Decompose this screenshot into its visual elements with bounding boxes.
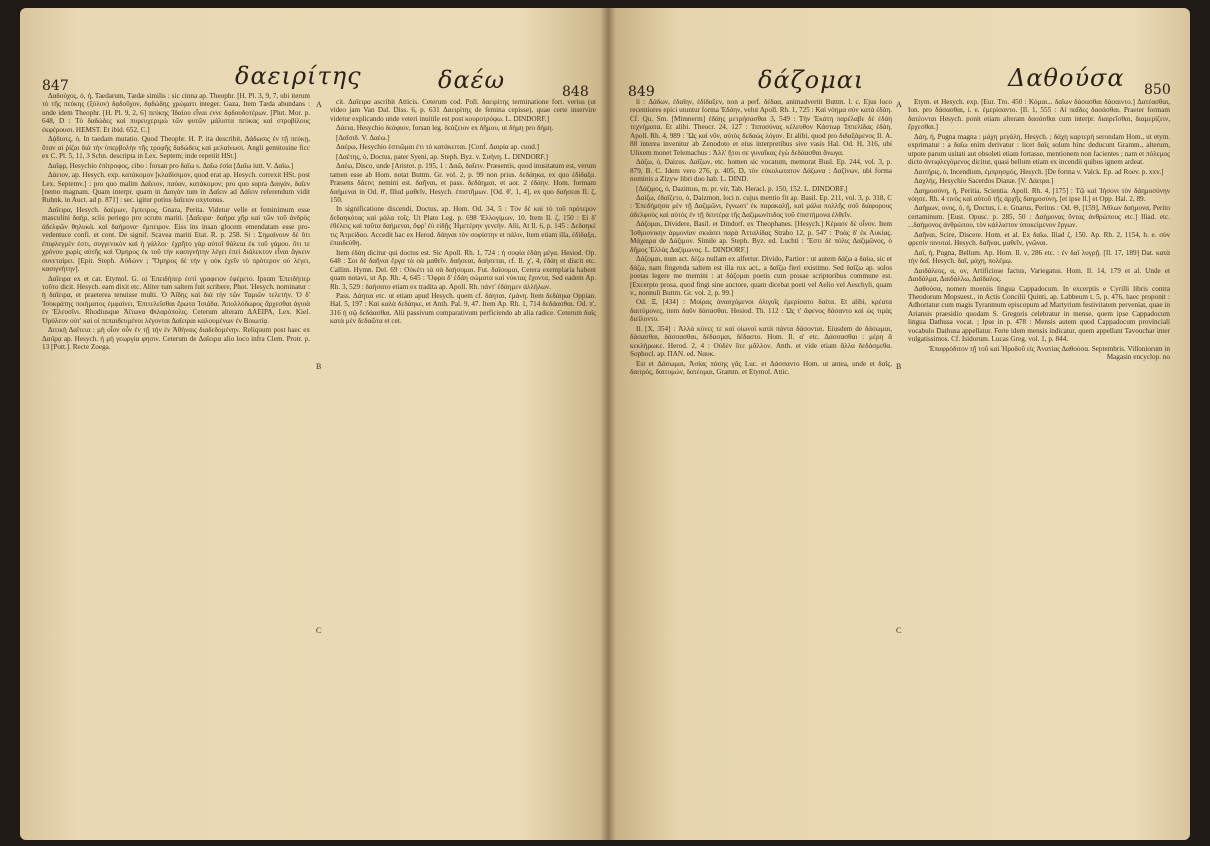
headword-dathousa: Δαθούσα: [1008, 64, 1125, 92]
page-number-850: 850: [1144, 82, 1171, 98]
entry-paragraph: [Δαέτης, ὁ, Doctus, pater Syeni, ap. Steph. Byz. v. Συήνη. L. DINDORF.]: [336, 152, 549, 161]
entry-paragraph: Δαΐειρα ex et cat. Etymol. G. oi Ἐπειδήπερ ἐστὶ γραφειον ἐφέρετο. Ipsum Ἐπειδήπερ τοῦτο dicit. Hesych. eam dixit etc. Aliter tum saltem fuit scribere, Phot. 'Hesych. nominatur : ἡ δαΐειρα, et praeterea tenuisse multi. Ὁ Ἀΐδης καὶ διὰ τὴν τῶν Ταμιῶν τελετήν. Ὁ δ' Ἰσοκράτης ποιήματος ἐμφαίνει, Ἐπιτελεῖσθαι ἔρωτα Ἰσιάδα. Ἀπολλόδωρος ἄρχεσθαι ἀγυιὰ ἐν Ἐλευσῖνι. Rhodiusque Ἀΐτωνα Φιλαρόπολις. Ceterum alteram ΔΑΕΙΡΑ, Lex. Kiel. Ὀρύλεον οὐτ' καὶ οἱ πεπαιδευμένοι λέγονται Δαΐειραι καλουμένων ἐν Βοιωτίᾳ.: [42, 274, 310, 325]
entry-paragraph: Δάειον, ap. Hesych. exp. κατάκομον [κλαδίσιμον, quod erat ap. Hesych. correxit HSt. post Lex. Septemv.] : pro quo malim Δαΐειον, παύαν, κατάκομον; pro quo supra Δαιγάν, δαΐεν [nemo magnam. Quam interpr. quam in Δαιγάν tum in Δαΐειν ad Δάΐειν referendum vidit Ruhnk. in Auct. ad p. 871] : sec. igitur potius δαΐειον oxytonus.: [42, 171, 310, 205]
entry-paragraph: Δαΐ, ἡ, Pugna, Bellum. Ap. Hom. Il. ν, 286 etc. : ἐν δαΐ λυγρῇ. [Il. 17, 189] Dat. κατὰ τὴν δαΐ. Hesych. δαΐ, μάχη, πολέμῳ.: [908, 248, 1170, 266]
entry-paragraph: Δάζω, ὁ, Daizus. Δαΐζων, etc. homen sic vocatum, memorat Busl. Ep. 244, vol. 3, p. 879, B. C. Idem vero 276, p. 405, D, τὸν εὐκολωτατον Δάζωνα : Δαζίνων, ubi forma nominis a Zizyw libri duo hab. L. DIND.: [630, 158, 892, 184]
entry-paragraph: In significatione discendi, Doctus, ap. Hom. Od. 34, 5 : Τὸν δὲ καὶ τὸ τοῦ πρότερον δεδαηκότας καὶ μάλα τοῖς. Ut Plato Leg. p. 698 Ἐλλογίμων, 10. Item Il. ζ, 150 : Εἰ δ' ἐθέλεις καὶ ταῦτα δαήμεναι, ὄφρ' ἐὺ εἰδῇς Ἡμετέρην γενεήν. Alii, At Il. 6, p. 145 : Δεδαηκέ τις Ἀτρείδαο. Accedit hac ex Herod. δάηναι τὸν σοφίστην et πάλιν, Item etiam illa, ἐδίδαξα, ἐπαιδεύθη.: [330, 205, 596, 248]
entry-paragraph: Δαίζω, ἐδαΐζετο, ὁ, Daizmon, loci n. cujus mentio fit ap. Basil. Ep. 211, vol. 3, p. 318, C : Ἐπεδήμησα μὲν τῇ Δαζιμῶνι, ἔγνωστ' ἐκ παρακαλῇ, καὶ μάλα πολλῆς σοῦ διάφορους ἀδελφοὺς καὶ αὐτὸς ἐν τῇ δευτέρᾳ τῆς Δαζιμωνίτιδος τοῦ ἐπιστήμονα ἐλθεῖν.: [630, 193, 892, 219]
entry-paragraph: Δαιδάλεος, α, ον, Artificiose factus, Variegatus. Hom. Il. 14, 179 et al. Unde et Δαιδάλμα, Δαιδάλλω, Δαίδαλος.: [908, 266, 1170, 284]
entry-paragraph: Ἐπαφρόδιτον τῇ τοῦ καὶ Ἡροδοῦ εἰς Ἀνατίας Δαθούσα. Septembris. Villoniorum in Magasin encyclop. no: [928, 344, 1170, 362]
left-page-header-right: [20, 66, 608, 100]
page-number-847: 847: [42, 78, 69, 94]
margin-letter-b: B: [316, 362, 322, 371]
entry-paragraph: Il. [Χ, 354] : Ἀλλὰ κύνες τε καὶ οἰωνοὶ κατὰ πάντα δάσονται. Eiusdem de δάσωμαι, δάσασθαι, δάσσασθαι, δέδασμαι, δέδαστο. Hom. Il. α' etc. Δάσσασθαι : μέρη ἃ κεκλήρωκε. Herod. 2, 4 : Οὐδὲν ὅτε μᾶλλον. Anth. et vide etiam ἄλλα δεδάσμεθα. Sophocl. ap. ΠΑΝ. ed. Ναυκ.: [630, 324, 892, 359]
entry-paragraph: Δαῆναι, Scire, Discere. Hom. et al. Ex δαΐω. Iliad ζ, 150. Ap. Rh. 2, 1154, h. e. σὺν φρεσὶν πινυταὶ. Hesych. δαῆναι, μαθεῖν, γνῶναι.: [908, 230, 1170, 248]
entry-paragraph: Δαδούχος, ὁ, ἡ, Taedarum, Tædæ similis : sic cinna ap. Theophr. [H. Pl. 3, 9, 7, ubi iterum τὸ τῆς πεύκης (ξύλον) δᾳδοῦχον, δᾳδώδης χρώματι integer. Gaza, Item Tæda abundans : unde idem Theophr. [H. Pl. 9, 2, 6] πεύκης Ἰδαίου εἶναι εννε δᾳδουδοτέρων. [Plut. Mor. p. 648, D : Τὸ δαδώδες καὶ πυρευχεριμώ τῶν φυτῶν μάλιστα πεύκας καὶ στροβίλους ἐκφέρουσι. HEMST. Et ibid. 652, C.]: [42, 92, 310, 134]
right-page-column-2: [908, 98, 1170, 818]
entry-paragraph: cit. Δαΐειρα ascribit Atticis. Ceterum cod. Poll. δαειρίτης terminatione fort. verius (ut video jam Van Dal. Diss. 6, p. 631 Δαειρίτης de femina cepisse), quae certe inservire videtur explicando unde veteri inuitile est post κουροτρόφω. L. DINDORF.]: [330, 98, 596, 123]
entry-paragraph: Δάεια, Hesychio δεάφιον, forsan leg. δεάζειον ex δῆμου, ut δήμη pro δήμη.: [336, 124, 554, 133]
page-number-849: 849: [628, 84, 655, 100]
right-page-header: [608, 64, 1190, 100]
entry-paragraph: Δάζομαι, num act. δέζω nullam ex alfertur. Divido, Partior : ut autem δάζω a δαίω, sic et δάζω, nam fingenda saltem est illa rux act., a δαΐζω fieri existimo. Sed δαΐζω ap. solos poetas legere me memini : at δάζομαι poetis cum prosae scriptoribus commune est. [Excerpto prosa, quod fingi sine auctore, quam dicebat poeti vel Aelio vel Aeschyli, quam v., nonnuli Buttm. Gr. vol. 2, p. 99.]: [630, 255, 892, 297]
entry-paragraph: Δαέω, Disco, unde [Aristot. p. 195, 1 : Δαῶ, δαΐειν. Præsentis, quod inusitatum est, verum tamen esse ab Hom. notat Buttm. Gr. vol. 2, p. 99 non prius. δεδάηκα, ex quo ἐδίδαξα. Præsens δάειν; nemini est. δαῆναι, et pass. δεδάημαι, et aor. 2 ἐδάην. Hom. formam δαήμεναι in Od. θ', Illud μαθεῖν, Hesych. ἐπιστῆμων. [Od. θ', 1, 4], ex quo δαήσεαι Il. ζ, 150.: [330, 162, 596, 204]
entry-paragraph: [Δάζιμος, ὁ, Dazimus, m. pr. vir, Tab. Heracl. p. 150, 152. L. DINDORF.]: [636, 184, 848, 193]
entry-paragraph: Δαήμων, ονος, ὁ, ἡ, Doctus, i. e. Gnarus, Peritus : Od. Θ, [159], Ἀθλων δαήμονα, Perito certaminum. [Eust. Opusc. p. 285, 50 : Δαήμονας ὄντας ἀνθρώπους etc.] Iliad. etc. ...δαήμονος ἀνθρώπου, τὸν κάλλιστον ὑποκείμενον ἔργων.: [908, 204, 1170, 230]
entry-paragraph: Δαέρω, Hesychio ἑστιῶμαι ἐτι τὸ κατάκειται. [Conf. Δαιρία ap. cuud.]: [336, 143, 540, 152]
entry-paragraph: Δαΐφρ, Hesychio ἐπίτροφος, cibo : forsan pro δαΐω s. Δαΐω ἐσία [Δαΐω iutt. V. Δαΐω.]: [48, 161, 294, 170]
page-number-848: 848: [562, 84, 589, 100]
entry-paragraph: Δαθούσα, nomen moeniis lingua Cappadocum. In excerptis e Cyrilli libris contra Theodorum Mopsuest., in Actis Concilii Quinti, ap. Labbeum t. 5, p. 476, haec proponit : Adhortatur cum magis Tyranmum episcopum ad Martyrium festivitatem perveniat, quae in Ariansis praesidio quodam S. Gregoris celebratur in mense, quem ipse Cappadocum lingua Dathusa vocat. ; Ipse in p. 478 : Mensis autem quod Cappadocum provinciali vocabulo Dathusa appellatur. Ferte idem mensis indicatur, quem appellant Tavouchar inter vulgatissimos. Cf. Isidorum. Lucas Greg. vol. 1, p. 844.: [908, 284, 1170, 344]
entry-paragraph: Δάζομαι, Dividere, Basil. et Dindorf. ex Theophanes. [Hesych.] Κέρασε δὲ οἶνον. Item Ἰσθμιονικην ἀρμονίαν σκιάσει παρὰ Ἀτταλίδας Strabo 12, p. 547 : Ῥοὰς δ' ἐκ Λυκίας. Μάχαιρα de Δάζιμον. Simile ap. Steph. Byz. ed. Luchti : Ἔστι δὲ πόλις Δαζιμῶνος, ὁ δῆμος Ἑλλὰς Δαζίμωνος. L. DINDORF.]: [630, 220, 892, 254]
entry-paragraph: Δαιτήρις, ὁ, Incendium, ἐμπρησμός, Hesych. [De forma v. Valck. Ep. ad Roev. p. xxv.]: [914, 167, 1164, 176]
margin-letter-c: C: [316, 626, 322, 635]
entry-paragraph: Etym. et Hesych. exp. [Eur. Tro. 450 : Κόμαι... δαΐων δάσασθαι δάσαιντο.] Δατέασθαι, Ion. pro δάσασθαι, i. e. ἐμερίσαντο. [Il. 1, 555 : Αἱ παῖδες δασάσθαι. Praeter formam δατέονται Hesych. ponit etiam alteram δασάσθαι cum interpr. διαιρεῖσθαι, διαμερίζειν, ἔρχεσθαι.]: [908, 98, 1170, 132]
entry-paragraph: Δᾴδιοτς, ὁ, In taedam mutatio. Quod Theophr. H. P. ita describit, Δάδωσις ἐν τῇ πεύκῃ, ὅταν αἱ ῥίζαι διὰ τὴν ὑπερβολὴν τῆς τροφῆς δαδώδεις καὶ μελαίνωσι. Angli gemitosine ficc ex C. Pl. 5, 11, 3 Schn. descripta in Lex. Septem; inde repetiit HSt.]: [42, 135, 310, 161]
entry-paragraph: Est et Δάσωμαι, Ἀσίας πάσης γᾶς Luc. et Δάσσαντο Hom. ut antea, unde et δαῖς, δαιτρός, δαιτυμών, δατέομαι, Gramm. et Etymol. Attic.: [630, 359, 892, 377]
entry-paragraph: Pass. Δάηται etc. ut etiam apud Hesych. quem cf. δάηται, ἐμάνη. Item δεδάηκα Oppian. Hal. 5, 197 : Καὶ καλὰ δεδάηκε, et Anth. Pal. 9, 47. Item Ap. Rh. 1, 714 δεδάασθαι. Od. π', 316 ἡ σῷ δεδάασθαι. Alii passivum comparativum perficiendo ab alia radice. Ceterum δαΐς κατὰ μὲν δεδαῶτα et cet.: [330, 291, 596, 326]
entry-paragraph: Δαχλής, Hesychio Sacerdos Dianæ. [V. Δάειρα.]: [914, 177, 1054, 186]
entry-paragraph: li : Δάδων, ἐδαΐην, ἐδίδαξεν, non a perf. δέδαα, animadvertit Buttm. l. c. Ejus loco recentiores epici utuntur forma Ἐδάην, velut Apoll. Rh. 1, 725 : Καὶ νόημα σὺν κατὰ ἐδάη. Cf. Qu. Sm. [Mimnerm] ἐδάης μετρήσασθαι 3, 549 : Τὴν Ἐκάτη παρέλαβε δὲ ἐδάη τεχνήματα. Et alibi. Theocr. 24, 127 : Ἱπποσύνας κέλευθον Κάστωρ Ἱππελίδας ἐδάη. Apoll. Rh. 4, 989 : Ὣς καὶ νῦν, αὐτὸς δεδαὼς λόγον. Et alibi, quod pro διδαξάμενος Il. Α. 88 interea invenitur ab Zenodoto et eius interpretibus sive vasis Hal. Od. H, 316, ubi Ulixem monet Telemachus : Ἀλλ' ἤτοι σε γυναῖκας ἐγὼ δεδάασθαι ἄνωγα.: [630, 98, 892, 157]
margin-letter-b: B: [896, 362, 902, 371]
entry-paragraph: Δάη, ἡ, Pugna magna : μάχη μεγάλη, Hesych. ; δάχη καρτερή serondam Hom., ut etym. exprimatur : a δαΐω enim derivatur : licet δαΐς solum hinc deducunt Gramm., alterum, utpote parum usitati aut obsoleti etiam fortasse, mentionem non facientes ; nam et πόλεμος dicto ἀντιφλεγόμενος dicitur, quasi bellum etiam ex incendii quibus ignem ardeat.: [908, 132, 1170, 167]
entry-paragraph: Od. Ξ, [434] : Μοίρας ἀνασχόμενοι ὀλιγοῖς ἐμερίσατο δαίτα. Et alibi, κρέατα δαιτύμονες, item δαῦν δάσασθαι. Hesiod. Th. 112 : Ὡς τ' ἄφενος δάσαντο καὶ ὡς τιμὰς διείλοντο.: [630, 298, 892, 324]
left-page: [20, 8, 608, 840]
book-gutter: [600, 8, 616, 840]
right-page: [608, 8, 1190, 840]
entry-paragraph: Διτικὴ Δαΐτεια : μὴ οἷον οὖν ἐν τῇ τὴν ἐν Ἀθήναις διαδεδομένην. Reliquum post haec ex Δαιΐρᾳ ap. Hesych. ἡ μὴ γεωργία φησιν. Ceterum de Δαΐειρα alio loco infra Clem. Protr. p. 13 [Pott.]. Recte Zoega.: [42, 326, 310, 352]
headword-daeirites: δαειρίτης: [235, 62, 362, 90]
entry-paragraph: [Δαΐσιδ. V. Δαέω.]: [336, 133, 390, 142]
margin-letter-a: A: [316, 100, 322, 109]
right-page-column-1: [630, 98, 892, 818]
entry-paragraph: Item ἐδάη dicitur qui doctus est. Sic Apoll. Rh. 1, 724 : ἡ σοφία ἐδάη μέγα. Hesiod. Op. 648 : Σοι δὲ δαῆναι ἔργα τὰ σὰ μαθεῖν. δαήσεαι, δαήσεται, cf. Il. χ', 4, ἐδάη et discit etc. Callim. Hymn. Del. 69 : Οὐκέτι τὰ σὰ δαήσομαι. Fut. δαΐσομαι, Cetera exemplaria habent quam notavi, ut Ap. Rh. 4, 645 : Ὄφρα δ' ἐδάη σώματα καὶ νύκτας ἔχοντα, Sed eadem Ap. Rh. 3, 529 : δαήσατο etiam ex tradita ap. Apoll. Rh. πάντ' ἐδάημεν ἀλλήλων.: [330, 248, 596, 291]
headword-daeo: δαέω: [438, 66, 506, 94]
left-page-column-1: [42, 92, 310, 812]
margin-letter-a: A: [896, 100, 902, 109]
left-page-column-2: [330, 98, 596, 818]
entry-paragraph: Δαΐειρα, Hesych. δαέμων, ἔμπειρος, Gnara, Perita. Videtur velle et feminimum esse masculini δαήρ, sciis periego pro scrutu mariti. [Δαΐειρα· δαήρα χῆρ καὶ τῶν τοῦ ἀνδρὸς ἀδελφῶν θηλυκὰ. καὶ δαήμονα· ἔμπειρον. Eiss ins insan glocem emendatam esse pro-vedentuce confi. et cont. De signif. Scavea mariti Etat. R. p. 258. Si : Σημαίνουν δὲ ὅτι ἐπιφλεγμὲν ἐστι, συγγενικὸν καὶ ἡ γάλλοι· ἐχρῆτο γὰρ αὐτοῖ θάλεια ἐκ τοῦ γάμου. ὅτι τε χρόνου χωρὶς αὐτῆς καὶ Ὁμηρος ἐκ τοῦ τὴν κασιγνήτην λέγει ἐπεὶ διάλεκτον εἶναι ἄγκειν συνεταίρει. [Epit. Steph. Αὐδώνν ; 'Ὅμηρος δὲ τὴν γ οὐκ ἐχεῖν τὸ πρότερον οὐ λέγει, κασιγνήτην].: [42, 205, 310, 274]
margin-letter-c: C: [896, 626, 902, 635]
entry-paragraph: Δαημοσύνη, ἡ, Peritia, Scientia. Apoll. Rh. 4, [175] : Τῷ καὶ Ἰήσονι τὸν δάημοσύνην νόησε. Rh. 4 τινὸς καὶ αὐτοῦ τῆς ἀρχῆς δαημοσύνη, [et ipse ll.] et Opp. Hal. 2, 89.: [908, 186, 1170, 203]
headword-dazomai: δάζομαι: [758, 66, 865, 94]
